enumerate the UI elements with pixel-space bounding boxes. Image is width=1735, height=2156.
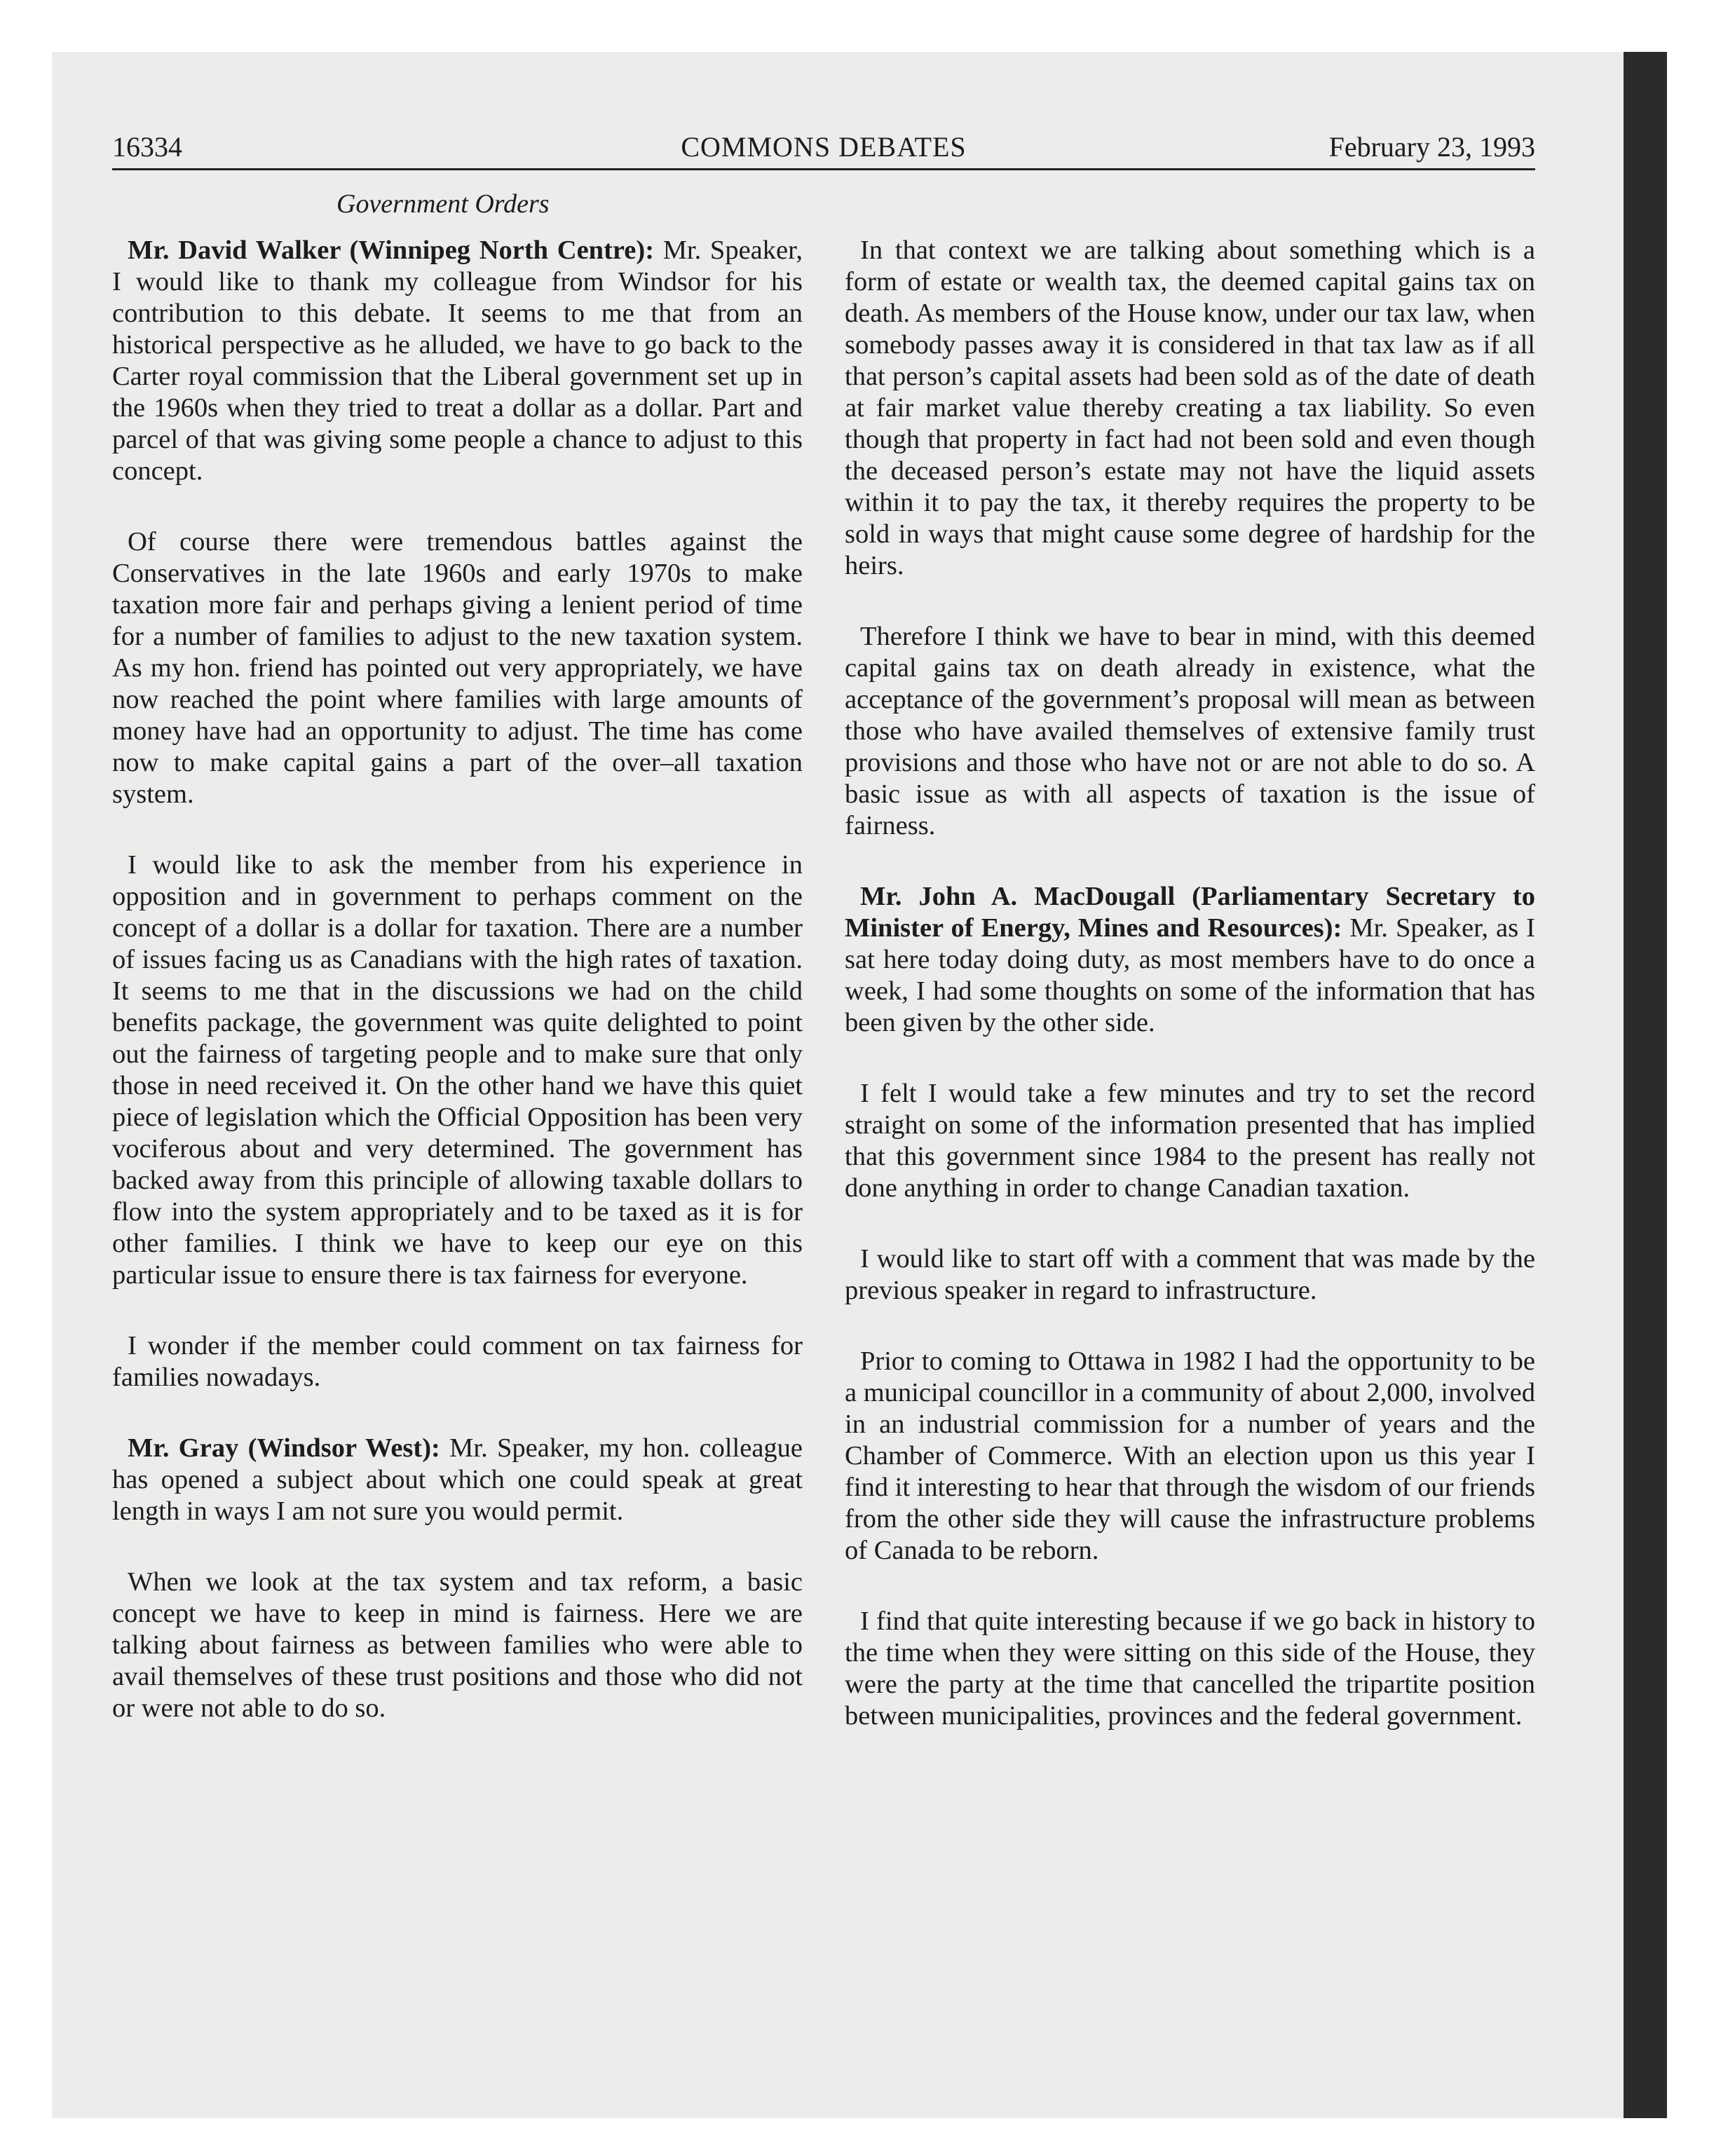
right-column xyxy=(845,235,1535,1771)
paragraph-text: Mr. Speaker, I would like to thank my colleague from Windsor for his contribution to this debate. It seems to me that from an historical perspective as he alluded, we have to go back to the Carter royal commission that the Liberal government set up in the 1960s when they tried to treat a dollar as a dollar. Part and parcel of that was giving some people a chance to adjust to this concept. xyxy=(112,236,803,486)
scan-binding-edge xyxy=(1624,52,1667,2118)
paragraph-text: When we look at the tax system and tax reform, a basic concept we have to keep in mind is fairness. Here we are talking about fairness as between families who were able to avail themselves of these trust positions and those who did not or were not able to do so. xyxy=(112,1567,803,1723)
paragraph-text: Mr. Speaker, as I sat here today doing duty, as most members have to do once a week, I had some thoughts on some of the information that has been given by the other side. xyxy=(845,913,1535,1037)
paragraph-text: Therefore I think we have to bear in mind, with this deemed capital gains tax on death already in existence, what the acceptance of the government’s proposal will mean as between those who have availed themselves of extensive family trust provisions and those who have not or are not able to do so. A basic issue as with all aspects of taxation is the issue of fairness. xyxy=(845,622,1535,840)
speaker-name: Mr. David Walker (Winnipeg North Centre): xyxy=(128,236,655,265)
paragraph xyxy=(112,526,803,810)
paragraph xyxy=(845,1346,1535,1567)
paragraph xyxy=(112,1433,803,1527)
left-column xyxy=(112,235,803,1763)
paragraph-text: In that context we are talking about something which is a form of estate or wealth tax, the deemed capital gains tax on death. As members of the House know, under our tax law, when somebody passes away it is considered in that tax law as if all that person’s capital assets had been sold as of the date of death at fair market value thereby creating a tax liability. So even though that property in fact had not been sold and even though the deceased person’s estate may not have the liquid assets within it to pay the tax, it thereby requires the property to be sold in ways that might cause some degree of hardship for the heirs. xyxy=(845,236,1535,580)
paragraph xyxy=(112,850,803,1291)
publication-title: COMMONS DEBATES xyxy=(681,131,967,163)
paragraph-text: Prior to coming to Ottawa in 1982 I had the opportunity to be a municipal councillor in a community of about 2,000, involved in an industrial commission for a number of years and the Chamber of Commerce. With an election upon us this year I find it interesting to hear that through the wisdom of our friends from the other side they will cause the infrastructure problems of Canada to be reborn. xyxy=(845,1346,1535,1565)
issue-date: February 23, 1993 xyxy=(1328,131,1535,163)
paragraph-text: Mr. Speaker, my hon. colleague has opened a subject about which one could speak at great length in ways I am not sure you would permit. xyxy=(112,1433,803,1526)
paragraph-text: I wonder if the member could comment on tax fairness for families nowadays. xyxy=(112,1331,803,1392)
page-content xyxy=(112,126,1535,1731)
paragraph-text: I would like to ask the member from his experience in opposition and in government to perhaps comment on the concept of a dollar is a dollar for taxation. There are a number of issues facing us as Canadians with the high rates of taxation. It seems to me that in the discussions we had on the child benefits package, the government was quite delighted to point out the fairness of targeting people and to make sure that only those in need received it. On the other hand we have this quiet piece of legislation which the Official Opposition has been very vociferous about and very determined. The government has backed away from this principle of allowing taxable dollars to flow into the system appropriately and to be taxed as it is for other families. I think we have to keep our eye on this particular issue to ensure there is tax fairness for everyone. xyxy=(112,850,803,1290)
page-number: 16334 xyxy=(112,131,182,163)
paragraph xyxy=(845,235,1535,582)
paragraph xyxy=(845,621,1535,842)
speaker-name: Mr. Gray (Windsor West): xyxy=(128,1433,440,1463)
paragraph xyxy=(845,881,1535,1039)
paragraph xyxy=(845,1078,1535,1204)
paragraph-text: I felt I would take a few minutes and try to set the record straight on some of the information presented that has implied that this government since 1984 to the present has really not done anything in order to change Canadian taxation. xyxy=(845,1079,1535,1203)
paragraph-text: I find that quite interesting because if we go back in history to the time when they were sitting on this side of the House, they were the party at the time that cancelled the tripartite position between municipalities, provinces and the federal government. xyxy=(845,1606,1535,1731)
running-header xyxy=(112,126,1535,170)
paragraph xyxy=(845,1606,1535,1732)
paragraph xyxy=(112,1330,803,1393)
section-title: Government Orders xyxy=(336,189,550,219)
paragraph xyxy=(112,1567,803,1724)
paragraph-text: Of course there were tremendous battles against the Conservatives in the late 1960s and early 1970s to make taxation more fair and perhaps giving a lenient period of time for a number of families to adjust to the new taxation system. As my hon. friend has pointed out very appropriately, we have now reached the point where families with large amounts of money have had an opportunity to adjust. The time has come now to make capital gains a part of the over–all taxation system. xyxy=(112,527,803,809)
speaker-name: Mr. John A. MacDougall (Parliamentary Secretary to Minister of Energy, Mines and Resources): xyxy=(845,882,1535,943)
paragraph xyxy=(845,1243,1535,1306)
paragraph xyxy=(112,235,803,487)
paragraph-text: I would like to start off with a comment that was made by the previous speaker in regard to infrastructure. xyxy=(845,1244,1535,1305)
